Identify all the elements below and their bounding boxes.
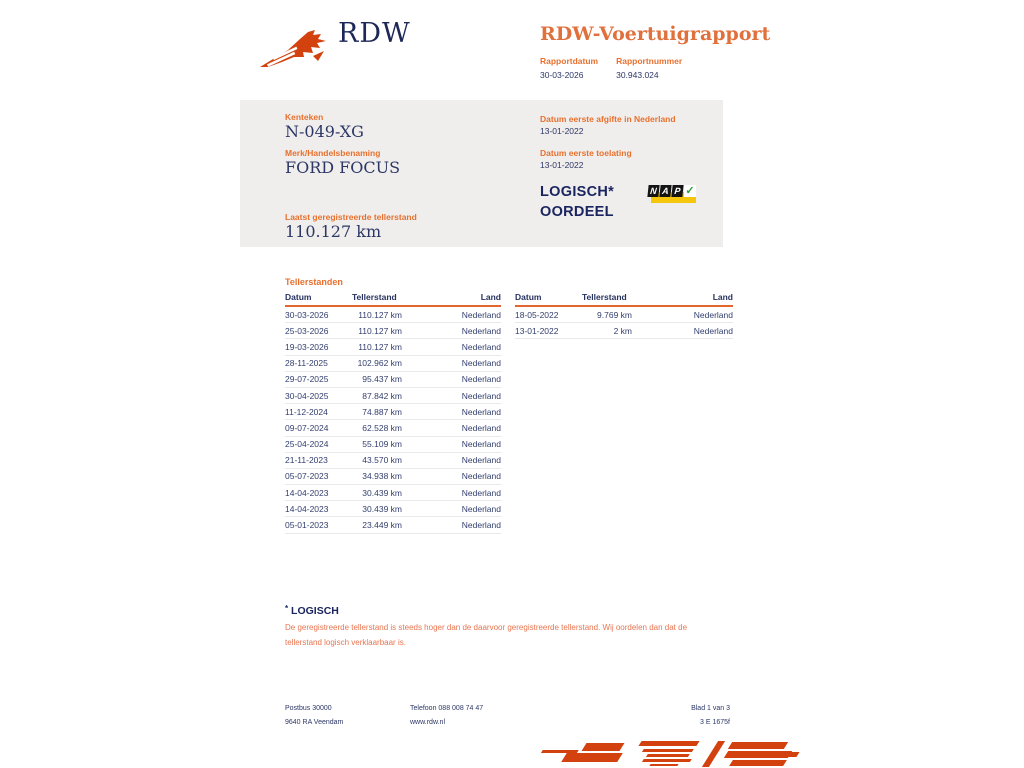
- col-header-datum: Datum: [515, 290, 582, 306]
- nap-letter-n: N: [647, 185, 659, 197]
- cell-land: Nederland: [402, 355, 501, 371]
- oordeel-line1: LOGISCH*: [540, 184, 615, 200]
- cell-datum: 30-04-2025: [285, 387, 352, 403]
- eerste-toelating-label: Datum eerste toelating: [540, 148, 632, 158]
- laatste-tellerstand-value: 110.127 km: [285, 222, 382, 241]
- footnote-heading-text: LOGISCH: [291, 605, 339, 617]
- rdw-bird-logo-icon: [258, 24, 334, 70]
- footer-page-number: Blad 1 van 3: [691, 705, 730, 712]
- report-date-label: Rapportdatum: [540, 56, 599, 66]
- col-header-datum: Datum: [285, 290, 352, 306]
- col-header-land: Land: [632, 290, 733, 306]
- report-date-block: [540, 56, 598, 80]
- cell-land: Nederland: [402, 501, 501, 517]
- report-meta: [540, 56, 682, 80]
- cell-tellerstand: 34.938 km: [352, 468, 402, 484]
- cell-datum: 14-04-2023: [285, 485, 352, 501]
- cell-tellerstand: 23.449 km: [352, 517, 402, 533]
- col-header-tellerstand: Tellerstand: [352, 290, 402, 306]
- cell-tellerstand: 9.769 km: [582, 306, 632, 323]
- cell-datum: 05-01-2023: [285, 517, 352, 533]
- cell-tellerstand: 110.127 km: [352, 306, 402, 323]
- footnote-asterisk: *: [285, 604, 289, 613]
- cell-land: Nederland: [402, 517, 501, 533]
- report-number-block: [616, 56, 682, 80]
- footer-stripes-graphic-icon: [540, 739, 792, 768]
- table-row: [515, 306, 733, 323]
- tellerstanden-table-left: [285, 290, 501, 534]
- table-row: [285, 404, 501, 420]
- eerste-afgifte-value: 13-01-2022: [540, 126, 584, 136]
- laatste-tellerstand-label: Laatst geregistreerde tellerstand: [285, 212, 417, 222]
- table-header-row: [285, 290, 501, 306]
- report-title: RDW-Voertuigrapport: [540, 23, 771, 45]
- eerste-afgifte-label: Datum eerste afgifte in Nederland: [540, 114, 676, 124]
- cell-land: Nederland: [402, 339, 501, 355]
- nap-check-icon: ✓: [685, 185, 695, 197]
- vehicle-summary-panel: [240, 100, 723, 247]
- cell-datum: 30-03-2026: [285, 306, 352, 323]
- cell-land: Nederland: [632, 306, 733, 323]
- cell-tellerstand: 55.109 km: [352, 436, 402, 452]
- table-row: [285, 355, 501, 371]
- cell-tellerstand: 87.842 km: [352, 387, 402, 403]
- footer-contact: [410, 702, 483, 730]
- cell-land: Nederland: [632, 323, 733, 339]
- cell-land: Nederland: [402, 371, 501, 387]
- table-row: [515, 323, 733, 339]
- cell-land: Nederland: [402, 468, 501, 484]
- kenteken-label: Kenteken: [285, 112, 324, 122]
- table-row: [285, 306, 501, 323]
- rdw-wordmark: RDW: [338, 18, 411, 49]
- cell-land: Nederland: [402, 452, 501, 468]
- table-header-row: [515, 290, 733, 306]
- table-row: [285, 420, 501, 436]
- table-row: [285, 452, 501, 468]
- merk-value: FORD FOCUS: [285, 158, 401, 177]
- table-row: [285, 339, 501, 355]
- oordeel-line2: OORDEEL: [540, 204, 614, 220]
- footer-doc-code: 3 E 1675f: [700, 719, 730, 726]
- cell-datum: 21-11-2023: [285, 452, 352, 468]
- tellerstanden-table-right: [515, 290, 733, 339]
- nap-letter-p: P: [671, 185, 683, 197]
- table-row: [285, 436, 501, 452]
- col-header-tellerstand: Tellerstand: [582, 290, 632, 306]
- footnote-heading: [285, 604, 339, 617]
- merk-label: Merk/Handelsbenaming: [285, 148, 381, 158]
- eerste-toelating-value: 13-01-2022: [540, 160, 584, 170]
- cell-land: Nederland: [402, 306, 501, 323]
- nap-letter-a: A: [659, 185, 671, 197]
- cell-land: Nederland: [402, 420, 501, 436]
- oordeel-badge: [540, 182, 614, 222]
- cell-land: Nederland: [402, 323, 501, 339]
- cell-datum: 05-07-2023: [285, 468, 352, 484]
- footer-address-line1: Postbus 30000: [285, 705, 332, 712]
- footer-address-line2: 9640 RA Veendam: [285, 719, 344, 726]
- table-row: [285, 323, 501, 339]
- cell-datum: 29-07-2025: [285, 371, 352, 387]
- cell-datum: 09-07-2024: [285, 420, 352, 436]
- cell-datum: 25-04-2024: [285, 436, 352, 452]
- table-row: [285, 371, 501, 387]
- cell-datum: 19-03-2026: [285, 339, 352, 355]
- report-date-value: 30-03-2026: [540, 70, 584, 80]
- table-row: [285, 501, 501, 517]
- cell-tellerstand: 43.570 km: [352, 452, 402, 468]
- table-row: [285, 468, 501, 484]
- table-row: [285, 517, 501, 533]
- table-row: [285, 485, 501, 501]
- cell-datum: 18-05-2022: [515, 306, 582, 323]
- table-row: [285, 387, 501, 403]
- cell-datum: 14-04-2023: [285, 501, 352, 517]
- cell-tellerstand: 110.127 km: [352, 323, 402, 339]
- footnote-text: De geregistreerde tellerstand is steeds hoger dan de daarvoor geregistreerde tellerstand. Wij oordelen dan dat de tellerstand logisch verklaarbaar is.: [285, 623, 688, 647]
- cell-tellerstand: 62.528 km: [352, 420, 402, 436]
- cell-datum: 25-03-2026: [285, 323, 352, 339]
- cell-tellerstand: 30.439 km: [352, 501, 402, 517]
- report-number-label: Rapportnummer: [616, 56, 683, 66]
- footer-pageinfo: [620, 702, 730, 730]
- cell-land: Nederland: [402, 485, 501, 501]
- cell-datum: 11-12-2024: [285, 404, 352, 420]
- footer-website: www.rdw.nl: [410, 719, 446, 726]
- cell-land: Nederland: [402, 404, 501, 420]
- nap-logo: [648, 184, 698, 206]
- kenteken-value: N-049-XG: [285, 122, 364, 141]
- tellerstanden-heading: Tellerstanden: [285, 277, 343, 287]
- cell-tellerstand: 95.437 km: [352, 371, 402, 387]
- footer-address: [285, 702, 343, 730]
- cell-datum: 28-11-2025: [285, 355, 352, 371]
- report-number-value: 30.943.024: [616, 70, 659, 80]
- cell-tellerstand: 30.439 km: [352, 485, 402, 501]
- footer-phone: Telefoon 088 008 74 47: [410, 705, 484, 712]
- cell-land: Nederland: [402, 436, 501, 452]
- cell-tellerstand: 74.887 km: [352, 404, 402, 420]
- cell-land: Nederland: [402, 387, 501, 403]
- cell-tellerstand: 2 km: [582, 323, 632, 339]
- cell-tellerstand: 102.962 km: [352, 355, 402, 371]
- cell-datum: 13-01-2022: [515, 323, 582, 339]
- cell-tellerstand: 110.127 km: [352, 339, 402, 355]
- col-header-land: Land: [402, 290, 501, 306]
